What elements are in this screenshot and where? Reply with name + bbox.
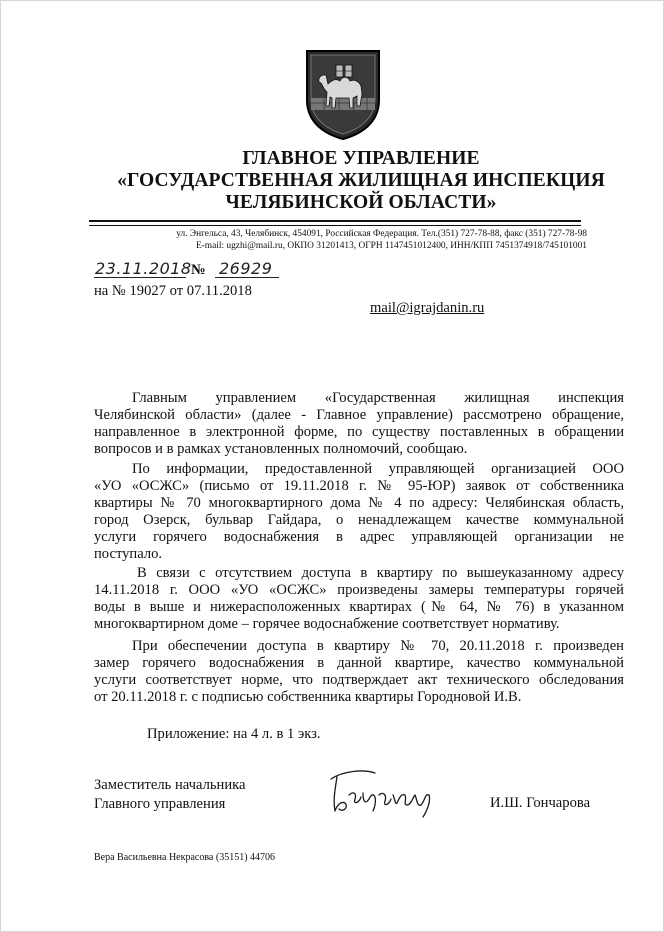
p1-line-3: направленное в электронной форме, по существу поставленных в обращении bbox=[94, 424, 624, 440]
p2-line-4: город Озерск, бульвар Гайдара, о ненадлежащем качестве коммунальной bbox=[94, 512, 624, 528]
p2-line-6: поступало. bbox=[94, 546, 163, 562]
paragraph-1 bbox=[94, 390, 624, 458]
paragraph-2 bbox=[94, 461, 624, 563]
executor-contact: Вера Васильевна Некрасова (35151) 44706 bbox=[94, 852, 276, 863]
attachment-note: Приложение: на 4 л. в 1 экз. bbox=[147, 726, 321, 742]
paragraph-4 bbox=[94, 638, 624, 706]
paragraph-3 bbox=[94, 565, 624, 633]
p3-line-4: многоквартирном доме – горячее водоснабжение соответствует нормативу. bbox=[94, 616, 560, 632]
p4-line-1: При обеспечении доступа в квартиру № 70, 20.11.2018 г. произведен bbox=[132, 638, 624, 654]
coat-of-arms-emblem bbox=[304, 48, 382, 141]
number-sign: № bbox=[191, 262, 206, 278]
p2-line-3: квартиры № 70 многоквартирного дома № 4 по адресу: Челябинская область, bbox=[94, 495, 624, 511]
recipient-email: mail@igrajdanin.ru bbox=[370, 300, 485, 316]
number-underline bbox=[215, 277, 279, 278]
org-name-line2: «ГОСУДАРСТВЕННАЯ ЖИЛИЩНАЯ ИНСПЕКЦИЯ bbox=[117, 170, 605, 191]
org-name-line3: ЧЕЛЯБИНСКОЙ ОБЛАСТИ» bbox=[225, 192, 497, 213]
handwritten-signature bbox=[323, 765, 451, 821]
p4-line-4: от 20.11.2018 г. с подписью собственника квартиры Городновой И.В. bbox=[94, 689, 522, 705]
p1-line-2: Челябинской области» (далее - Главное управление) рассмотрено обращение, bbox=[94, 407, 624, 423]
date-underline bbox=[94, 277, 186, 278]
signatory-position bbox=[94, 776, 246, 814]
registration-number: 26929 bbox=[219, 259, 273, 278]
p2-line-5: услуги горячего водоснабжения в адрес управляющей организации не bbox=[94, 529, 624, 545]
registration-date: 23.11.2018 bbox=[95, 259, 192, 278]
p2-line-1: По информации, предоставленной управляющей организацией ООО bbox=[132, 461, 624, 477]
org-name-line1: ГЛАВНОЕ УПРАВЛЕНИЕ bbox=[242, 148, 480, 169]
reference-line: на № 19027 от 07.11.2018 bbox=[94, 283, 252, 299]
p3-line-1: В связи с отсутствием доступа в квартиру по вышеуказанному адресу bbox=[137, 565, 624, 581]
signatory-position-line1: Заместитель начальника bbox=[94, 777, 246, 793]
p4-line-3: услуги соответствует норме, что подтверждает акт технического обследования bbox=[94, 672, 624, 688]
p1-line-1: Главным управлением «Государственная жилищная инспекция bbox=[132, 390, 624, 406]
p3-line-3: воды в выше и нижерасположенных квартирах (№ 64, № 76) в указанном bbox=[94, 599, 624, 615]
p1-line-4: вопросов и в рамках установленных полномочий, сообщаю. bbox=[94, 441, 468, 457]
p3-line-2: 14.11.2018 г. ООО «УО «ОСЖС» произведены замеры температуры горячей bbox=[94, 582, 624, 598]
header-divider-thin bbox=[89, 225, 581, 226]
signatory-position-line2: Главного управления bbox=[94, 796, 226, 812]
contacts-requisites: E-mail: ugzhi@mail.ru, ОКПО 31201413, ОГРН 1147451012400, ИНН/КПП 7451374918/745101001 bbox=[195, 241, 587, 251]
signatory-name: И.Ш. Гончарова bbox=[490, 795, 591, 811]
header-divider-thick bbox=[89, 220, 581, 222]
contacts-address: ул. Энгельса, 43, Челябинск, 454091, Российская Федерация. Тел.(351) 727-78-88, факс (351) 727-78-98 bbox=[176, 229, 587, 239]
p4-line-2: замер горячего водоснабжения в данной квартире, качество коммунальной bbox=[94, 655, 624, 671]
p2-line-2: «УО «ОСЖС» (письмо от 19.11.2018 г. № 95-ЮР) заявок от собственника bbox=[94, 478, 624, 494]
